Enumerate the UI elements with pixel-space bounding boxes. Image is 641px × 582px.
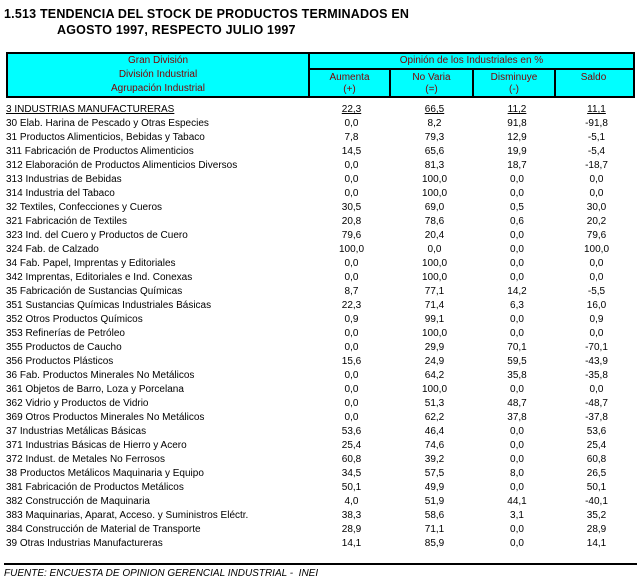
cell-no-varia: 8,2: [427, 118, 442, 129]
cell-aumenta: 30,5: [341, 202, 362, 213]
cell-no-varia: 100,0: [421, 188, 448, 199]
cell-aumenta: 14,5: [341, 146, 362, 157]
cell-aumenta: 0,0: [344, 398, 359, 409]
cell-disminuye: 8,0: [510, 468, 524, 479]
cell-no-varia: 39,2: [424, 454, 445, 465]
cell-aumenta: 28,9: [341, 524, 362, 535]
cell-saldo: 100,0: [583, 244, 610, 255]
cell-aumenta: 60,8: [341, 454, 362, 465]
row-label: 353 Refinerías de Petróleo: [6, 328, 125, 339]
footer-rule: [4, 563, 637, 565]
table-row: [6, 355, 635, 369]
table-row: [6, 299, 635, 313]
cell-aumenta: 50,1: [341, 482, 362, 493]
cell-disminuye: 91,8: [507, 118, 527, 129]
row-label: 38 Productos Metálicos Maquinaria y Equipo: [6, 468, 204, 479]
row-label: 32 Textiles, Confecciones y Cueros: [6, 202, 163, 213]
cell-no-varia: 58,6: [424, 510, 445, 521]
cell-disminuye: 35,8: [507, 370, 527, 381]
row-label: 35 Fabricación de Sustancias Químicas: [6, 286, 183, 297]
table-row: [6, 313, 635, 327]
cell-saldo: -91,8: [585, 118, 608, 129]
cell-disminuye: 11,2: [507, 104, 527, 115]
cell-disminuye: 0,0: [510, 454, 524, 465]
cell-disminuye: 0,0: [510, 188, 524, 199]
row-label: 323 Ind. del Cuero y Productos de Cuero: [6, 230, 188, 241]
column-header-sign: (-): [509, 84, 519, 95]
row-label: 342 Imprentas, Editoriales e Ind. Conexas: [6, 272, 193, 283]
cell-aumenta: 7,8: [344, 132, 359, 143]
cell-no-varia: 57,5: [424, 468, 445, 479]
cell-disminuye: 0,0: [510, 440, 524, 451]
cell-disminuye: 0,0: [510, 426, 524, 437]
table-row: [6, 257, 635, 271]
cell-no-varia: 66,5: [424, 104, 445, 115]
row-label: 383 Maquinarias, Aparat, Acceso. y Suministros Eléctr.: [6, 510, 249, 521]
cell-aumenta: 0,0: [344, 384, 359, 395]
row-label: 314 Industria del Tabaco: [6, 188, 115, 199]
cell-saldo: 0,0: [589, 328, 604, 339]
source-note: FUENTE: ENCUESTA DE OPINION GERENCIAL INDUSTRIAL - INEI: [4, 568, 319, 579]
row-label: 30 Elab. Harina de Pescado y Otras Especies: [6, 118, 209, 129]
cell-saldo: 0,9: [589, 314, 604, 325]
cell-aumenta: 0,0: [344, 370, 359, 381]
table-row: [6, 215, 635, 229]
cell-no-varia: 24,9: [424, 356, 445, 367]
column-header-division-industrial: División Industrial: [118, 69, 198, 80]
cell-saldo: 0,0: [589, 384, 604, 395]
row-label: 352 Otros Productos Químicos: [6, 314, 143, 325]
cell-no-varia: 49,9: [424, 482, 445, 493]
cell-disminuye: 0,0: [510, 482, 524, 493]
cell-disminuye: 48,7: [507, 398, 527, 409]
cell-aumenta: 14,1: [341, 538, 362, 549]
table-row: [6, 397, 635, 411]
cell-disminuye: 0,0: [510, 328, 524, 339]
cell-disminuye: 0,0: [510, 314, 524, 325]
column-header: [391, 70, 474, 98]
cell-disminuye: 37,8: [507, 412, 527, 423]
column-header-label: Disminuye: [490, 72, 538, 83]
cell-aumenta: 25,4: [341, 440, 362, 451]
column-header-division: [8, 54, 310, 96]
cell-saldo: 0,0: [589, 272, 604, 283]
cell-no-varia: 100,0: [421, 174, 448, 185]
cell-saldo: -35,8: [585, 370, 608, 381]
row-label: 372 Indust. de Metales No Ferrosos: [6, 454, 165, 465]
cell-saldo: 30,0: [586, 202, 607, 213]
cell-disminuye: 0,6: [510, 216, 524, 227]
row-label: 361 Objetos de Barro, Loza y Porcelana: [6, 384, 184, 395]
cell-disminuye: 6,3: [510, 300, 524, 311]
column-header-gran-division: Gran División: [127, 55, 189, 66]
row-label: 3 INDUSTRIAS MANUFACTURERAS: [6, 104, 175, 115]
cell-saldo: -43,9: [585, 356, 608, 367]
row-label: 382 Construcción de Maquinaria: [6, 496, 150, 507]
row-label: 384 Construcción de Material de Transporte: [6, 524, 201, 535]
cell-saldo: -18,7: [585, 160, 608, 171]
column-header-label: Aumenta: [329, 72, 370, 83]
cell-aumenta: 0,0: [344, 118, 359, 129]
cell-aumenta: 8,7: [344, 286, 359, 297]
cell-disminuye: 0,0: [510, 174, 524, 185]
cell-no-varia: 65,6: [424, 146, 445, 157]
row-label: 34 Fab. Papel, Imprentas y Editoriales: [6, 258, 176, 269]
cell-no-varia: 0,0: [427, 244, 442, 255]
cell-no-varia: 100,0: [421, 258, 448, 269]
cell-aumenta: 15,6: [341, 356, 362, 367]
column-header: [310, 70, 391, 98]
cell-aumenta: 0,0: [344, 342, 359, 353]
opinion-columns-group: [310, 54, 633, 96]
table-row: [6, 411, 635, 425]
row-label: 371 Industrias Básicas de Hierro y Acero: [6, 440, 187, 451]
cell-aumenta: 0,0: [344, 188, 359, 199]
table-row: [6, 327, 635, 341]
cell-saldo: -70,1: [585, 342, 608, 353]
row-label: 369 Otros Productos Minerales No Metálicos: [6, 412, 205, 423]
cell-saldo: 35,2: [586, 510, 607, 521]
cell-disminuye: 0,0: [510, 272, 524, 283]
column-header-sign: (=): [425, 84, 438, 95]
cell-disminuye: 0,0: [510, 244, 524, 255]
cell-no-varia: 51,9: [424, 496, 445, 507]
table-row: [6, 439, 635, 453]
row-label: 313 Industrias de Bebidas: [6, 174, 122, 185]
row-label: 36 Fab. Productos Minerales No Metálicos: [6, 370, 195, 381]
table-row: [6, 285, 635, 299]
cell-aumenta: 0,0: [344, 328, 359, 339]
cell-aumenta: 100,0: [338, 244, 365, 255]
cell-saldo: 53,6: [586, 426, 607, 437]
cell-no-varia: 99,1: [424, 314, 445, 325]
cell-aumenta: 0,0: [344, 258, 359, 269]
cell-no-varia: 81,3: [424, 160, 445, 171]
table-row: [6, 173, 635, 187]
cell-no-varia: 100,0: [421, 328, 448, 339]
cell-aumenta: 34,5: [341, 468, 362, 479]
table-row: [6, 103, 635, 117]
cell-saldo: -5,1: [587, 132, 606, 143]
cell-no-varia: 79,3: [424, 132, 445, 143]
cell-aumenta: 22,3: [341, 300, 362, 311]
cell-saldo: 79,6: [586, 230, 607, 241]
row-label: 324 Fab. de Calzado: [6, 244, 99, 255]
cell-aumenta: 22,3: [341, 104, 362, 115]
cell-no-varia: 69,0: [424, 202, 445, 213]
cell-aumenta: 0,0: [344, 272, 359, 283]
cell-disminuye: 14,2: [507, 286, 527, 297]
column-header-agrupacion-industrial: Agrupación Industrial: [111, 83, 205, 94]
cell-no-varia: 46,4: [424, 426, 445, 437]
row-label: 311 Fabricación de Productos Alimenticios: [6, 146, 194, 157]
cell-no-varia: 62,2: [424, 412, 445, 423]
cell-aumenta: 0,0: [344, 174, 359, 185]
table-row: [6, 523, 635, 537]
table-row: [6, 229, 635, 243]
page-title-line1: 1.513 TENDENCIA DEL STOCK DE PRODUCTOS TERMINADOS EN: [4, 7, 410, 21]
cell-saldo: -40,1: [585, 496, 608, 507]
column-header: [556, 70, 631, 98]
table-row: [6, 537, 635, 551]
table-row: [6, 271, 635, 285]
table-row: [6, 117, 635, 131]
cell-aumenta: 0,0: [344, 412, 359, 423]
cell-no-varia: 85,9: [424, 538, 445, 549]
cell-aumenta: 53,6: [341, 426, 362, 437]
column-group-header: Opinión de los Industriales en %: [310, 54, 633, 70]
cell-disminuye: 0,0: [510, 524, 524, 535]
cell-no-varia: 77,1: [424, 286, 445, 297]
cell-aumenta: 79,6: [341, 230, 362, 241]
table-row: [6, 425, 635, 439]
cell-saldo: 16,0: [586, 300, 607, 311]
cell-saldo: 60,8: [586, 454, 607, 465]
column-header-label: No Varia: [412, 72, 451, 83]
cell-saldo: 14,1: [586, 538, 607, 549]
cell-no-varia: 64,2: [424, 370, 445, 381]
cell-no-varia: 100,0: [421, 272, 448, 283]
row-label: 31 Productos Alimenticios, Bebidas y Tabaco: [6, 132, 205, 143]
cell-disminuye: 12,9: [507, 132, 527, 143]
cell-disminuye: 70,1: [507, 342, 527, 353]
row-label: 362 Vidrio y Productos de Vidrio: [6, 398, 149, 409]
cell-saldo: 0,0: [589, 174, 604, 185]
cell-saldo: -37,8: [585, 412, 608, 423]
cell-saldo: 20,2: [586, 216, 607, 227]
cell-disminuye: 18,7: [507, 160, 527, 171]
cell-saldo: 50,1: [586, 482, 607, 493]
cell-saldo: 26,5: [586, 468, 607, 479]
cell-saldo: -5,5: [587, 286, 606, 297]
cell-aumenta: 4,0: [344, 496, 359, 507]
cell-aumenta: 0,0: [344, 160, 359, 171]
cell-no-varia: 29,9: [424, 342, 445, 353]
cell-saldo: 28,9: [586, 524, 607, 535]
column-header: [474, 70, 556, 98]
table-row: [6, 341, 635, 355]
cell-no-varia: 74,6: [424, 440, 445, 451]
table-row: [6, 145, 635, 159]
column-headers-row: [310, 70, 633, 98]
column-header-label: Saldo: [580, 72, 607, 83]
page-title: [4, 6, 641, 38]
table-row: [6, 383, 635, 397]
table-row: [6, 481, 635, 495]
table-row: [6, 369, 635, 383]
row-label: 351 Sustancias Químicas Industriales Básicas: [6, 300, 212, 311]
cell-disminuye: 0,5: [510, 202, 524, 213]
table-row: [6, 495, 635, 509]
cell-saldo: 0,0: [589, 258, 604, 269]
table-row: [6, 201, 635, 215]
cell-no-varia: 71,4: [424, 300, 445, 311]
table-row: [6, 509, 635, 523]
table-row: [6, 453, 635, 467]
cell-no-varia: 78,6: [424, 216, 445, 227]
row-label: 39 Otras Industrias Manufactureras: [6, 538, 163, 549]
cell-saldo: 25,4: [586, 440, 607, 451]
cell-disminuye: 3,1: [510, 510, 524, 521]
cell-disminuye: 0,0: [510, 258, 524, 269]
row-label: 355 Productos de Caucho: [6, 342, 122, 353]
cell-saldo: 11,1: [587, 104, 606, 115]
table-row: [6, 159, 635, 173]
column-header-sign: (+): [343, 84, 356, 95]
row-label: 37 Industrias Metálicas Básicas: [6, 426, 147, 437]
cell-no-varia: 100,0: [421, 384, 448, 395]
row-label: 321 Fabricación de Textiles: [6, 216, 127, 227]
cell-disminuye: 0,0: [510, 230, 524, 241]
table-row: [6, 467, 635, 481]
cell-disminuye: 59,5: [507, 356, 527, 367]
table-row: [6, 187, 635, 201]
row-label: 312 Elaboración de Productos Alimenticios Diversos: [6, 160, 238, 171]
row-label: 381 Fabricación de Productos Metálicos: [6, 482, 184, 493]
row-label: 356 Productos Plásticos: [6, 356, 114, 367]
cell-saldo: 0,0: [589, 188, 604, 199]
table-body: [6, 103, 635, 551]
table-header: [6, 52, 635, 98]
cell-saldo: -48,7: [585, 398, 608, 409]
cell-no-varia: 71,1: [424, 524, 445, 535]
cell-no-varia: 51,3: [424, 398, 445, 409]
cell-aumenta: 20,8: [341, 216, 362, 227]
cell-disminuye: 19,9: [507, 146, 527, 157]
page-title-line2: AGOSTO 1997, RESPECTO JULIO 1997: [57, 23, 296, 37]
cell-no-varia: 20,4: [424, 230, 445, 241]
table-row: [6, 243, 635, 257]
cell-saldo: -5,4: [587, 146, 606, 157]
cell-disminuye: 0,0: [510, 538, 524, 549]
cell-disminuye: 0,0: [510, 384, 524, 395]
cell-disminuye: 44,1: [507, 496, 527, 507]
cell-aumenta: 38,3: [341, 510, 362, 521]
cell-aumenta: 0,9: [344, 314, 359, 325]
table-row: [6, 131, 635, 145]
